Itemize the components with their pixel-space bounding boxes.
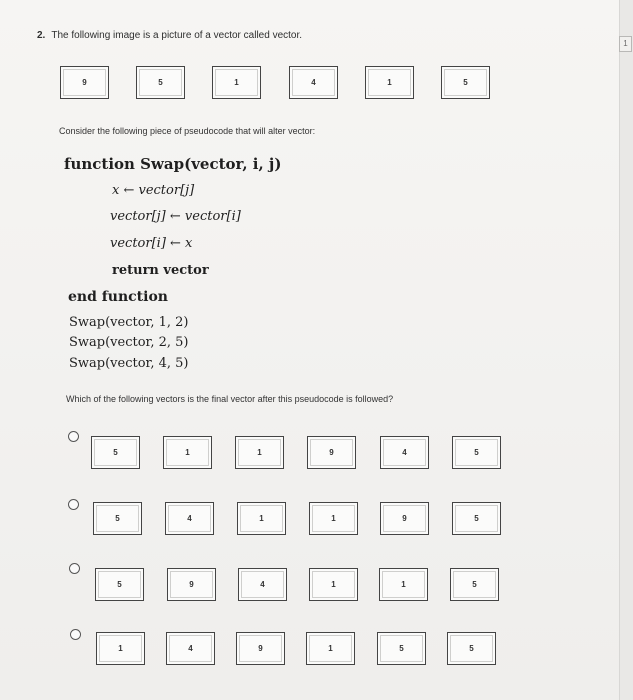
vector-cell: 5 bbox=[136, 66, 185, 99]
consider-text: Consider the following piece of pseudocode that will alter vector: bbox=[59, 126, 316, 136]
option-cell: 1 bbox=[379, 568, 428, 601]
option-cell: 5 bbox=[450, 568, 499, 601]
swap-call: Swap(vector, 1, 2) bbox=[69, 315, 189, 330]
option-cell: 9 bbox=[380, 502, 429, 535]
radio-button[interactable] bbox=[70, 629, 81, 640]
option-cell: 4 bbox=[380, 436, 429, 469]
question-stem: The following image is a picture of a vector called vector. bbox=[51, 30, 303, 41]
option-cell: 1 bbox=[237, 502, 286, 535]
option-cell: 5 bbox=[91, 436, 140, 469]
option-cell: 1 bbox=[309, 568, 358, 601]
option-cell: 5 bbox=[452, 502, 501, 535]
radio-button[interactable] bbox=[69, 563, 80, 574]
option-cell: 4 bbox=[165, 502, 214, 535]
option-cell: 1 bbox=[96, 632, 145, 665]
question-number: 2. bbox=[37, 30, 46, 41]
radio-button[interactable] bbox=[68, 431, 79, 442]
vector-cell: 4 bbox=[289, 66, 338, 99]
option-cell: 1 bbox=[309, 502, 358, 535]
option-cell: 5 bbox=[447, 632, 496, 665]
question-text bbox=[37, 30, 302, 41]
option-cell: 5 bbox=[93, 502, 142, 535]
vector-cell: 1 bbox=[365, 66, 414, 99]
end-function: end function bbox=[68, 289, 168, 305]
option-cell: 5 bbox=[452, 436, 501, 469]
vector-cell: 1 bbox=[212, 66, 261, 99]
option-cell: 1 bbox=[235, 436, 284, 469]
option-cell: 1 bbox=[306, 632, 355, 665]
code-line: vector[i] ← x bbox=[110, 236, 193, 251]
page-marker[interactable]: 1 bbox=[619, 36, 632, 52]
option-cell: 4 bbox=[166, 632, 215, 665]
swap-call: Swap(vector, 4, 5) bbox=[69, 356, 189, 371]
option-cell: 1 bbox=[163, 436, 212, 469]
function-signature: function Swap(vector, i, j) bbox=[64, 155, 282, 173]
answer-prompt: Which of the following vectors is the final vector after this pseudocode is followed? bbox=[66, 394, 394, 404]
code-line: x ← vector[j] bbox=[112, 183, 195, 198]
option-cell: 9 bbox=[236, 632, 285, 665]
right-margin-strip bbox=[619, 0, 633, 700]
option-cell: 9 bbox=[167, 568, 216, 601]
code-line: vector[j] ← vector[i] bbox=[110, 209, 241, 224]
code-line: return vector bbox=[112, 263, 209, 278]
radio-button[interactable] bbox=[68, 499, 79, 510]
vector-cell: 5 bbox=[441, 66, 490, 99]
option-cell: 4 bbox=[238, 568, 287, 601]
option-cell: 5 bbox=[95, 568, 144, 601]
option-cell: 5 bbox=[377, 632, 426, 665]
swap-call: Swap(vector, 2, 5) bbox=[69, 335, 189, 350]
option-cell: 9 bbox=[307, 436, 356, 469]
vector-cell: 9 bbox=[60, 66, 109, 99]
